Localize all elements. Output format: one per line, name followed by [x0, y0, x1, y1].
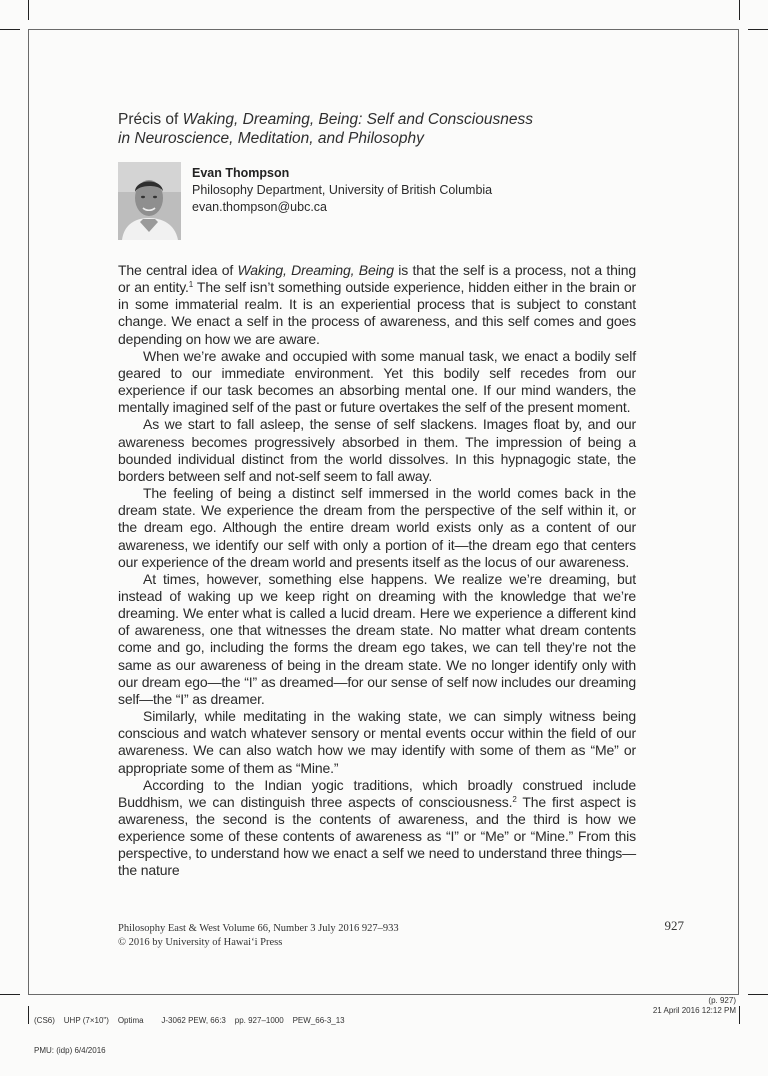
slug-left-line2: PMU: (idp) 6/4/2016	[34, 1046, 106, 1055]
slug-left	[34, 996, 345, 1076]
paragraph-5: At times, however, something else happens. We realize we’re dreaming, but instead of waking up we keep right on dreaming with the knowledge that we’re dreaming. We enter what is called a lucid dream. Here we experience a different kind of awareness, one that witnesses the dream state. No matter what dream contents come and go, including the forms the dream ego takes, we can tell they’re not the same as our awareness of being in the dream state. We no longer identify only with our dream ego—the “I” as dreamed—for our sense of self now includes our dreaming self—the “I” as dreamer.	[118, 570, 636, 707]
title-italic-line1: Waking, Dreaming, Being: Self and Consciousness	[182, 111, 533, 128]
slug-right-line2: 21 April 2016 12:12 PM	[652, 1006, 736, 1015]
slug-left-line1: (CS6) UHP (7×10") Optima J-3062 PEW, 66:3 pp. 927–1000 PEW_66-3_13	[34, 1016, 345, 1025]
author-name: Evan Thompson	[192, 166, 290, 180]
copyright-line: © 2016 by University of Hawai‘i Press	[118, 937, 283, 948]
paragraph-2: When we’re awake and occupied with some manual task, we enact a bodily self geared to our immediate environment. Yet this bodily self recedes from our experience if our task becomes an absorbing mental one. If our mind wanders, the mentally imagined self of the past or future overtakes the self of the present moment.	[118, 347, 636, 416]
crop-mark	[739, 1006, 740, 1024]
author-affiliation: Philosophy Department, University of British Columbia	[192, 183, 493, 197]
paragraph-4: The feeling of being a distinct self immersed in the world comes back in the dream state. We experience the dream from the perspective of the self within it, or the dream ego. Although the entire dream world exists only as a content of our awareness, we identify our self with only a portion of it—the dream ego that centers our experience of the dream world and presents itself as the locus of our awareness.	[118, 485, 636, 570]
footnote-ref-2: 2	[512, 794, 517, 804]
crop-mark	[0, 29, 20, 30]
title-italic-line2: in Neuroscience, Meditation, and Philosophy	[118, 130, 424, 147]
author-email: evan.thompson@ubc.ca	[192, 200, 327, 214]
p7-text-a: According to the Indian yogic traditions, which broadly construed include Buddhism, we can distinguish three aspects of consciousness.	[118, 776, 636, 810]
journal-footer	[118, 922, 399, 950]
author-block	[192, 165, 492, 216]
author-photo	[118, 162, 181, 240]
slug-right	[653, 996, 736, 1016]
paragraph-6: Similarly, while meditating in the waking state, we can simply witness being conscious and watch whatever sensory or mental events occur within the field of our awareness. We can also watch how we may identify with some of them as “Me” or appropriate some of them as “Mine.”	[118, 708, 636, 776]
title-prefix: Précis of	[118, 111, 183, 128]
paragraph-7	[118, 777, 636, 880]
paragraph-1	[118, 262, 636, 348]
article-body	[118, 262, 636, 880]
crop-mark	[28, 1006, 29, 1024]
crop-mark	[748, 29, 768, 30]
p7-text-b: The first aspect is awareness, the second is the contents of awareness, and the third is how we experience some of these contents of awareness as “I” or “Me” or “Mine.” From this perspective, to understand how we enact a self we need to understand three things—the nature	[118, 793, 636, 879]
p1-text-a: The central idea of	[118, 262, 238, 278]
p1-book-title: Waking, Dreaming, Being	[237, 262, 394, 278]
crop-mark	[739, 0, 740, 20]
article-title	[118, 110, 638, 148]
slug-right-line1: (p. 927)	[708, 996, 736, 1005]
crop-mark	[28, 0, 29, 20]
page-number: 927	[664, 918, 684, 933]
journal-citation: Philosophy East & West Volume 66, Number 3 July 2016 927–933	[118, 923, 399, 934]
paragraph-3: As we start to fall asleep, the sense of self slackens. Images float by, and our awareness becomes progressively absorbed in them. The impression of being a bounded individual distinct from the world dissolves. In this hypnagogic state, the borders between self and not-self seem to fall away.	[118, 416, 636, 484]
footnote-ref-1: 1	[188, 280, 194, 290]
crop-mark	[0, 994, 20, 995]
author-portrait-image	[118, 162, 181, 240]
crop-mark	[748, 994, 768, 995]
p1-text-b: is that the self is a process, not a thing or an entity.	[118, 262, 636, 296]
p1-text-c: The self isn’t something outside experience, hidden either in the brain or in some immaterial realm. It is an experiential process that is subject to constant change. We enact a self in the process of awareness, and this self comes and goes depending on how we are aware.	[118, 279, 636, 347]
